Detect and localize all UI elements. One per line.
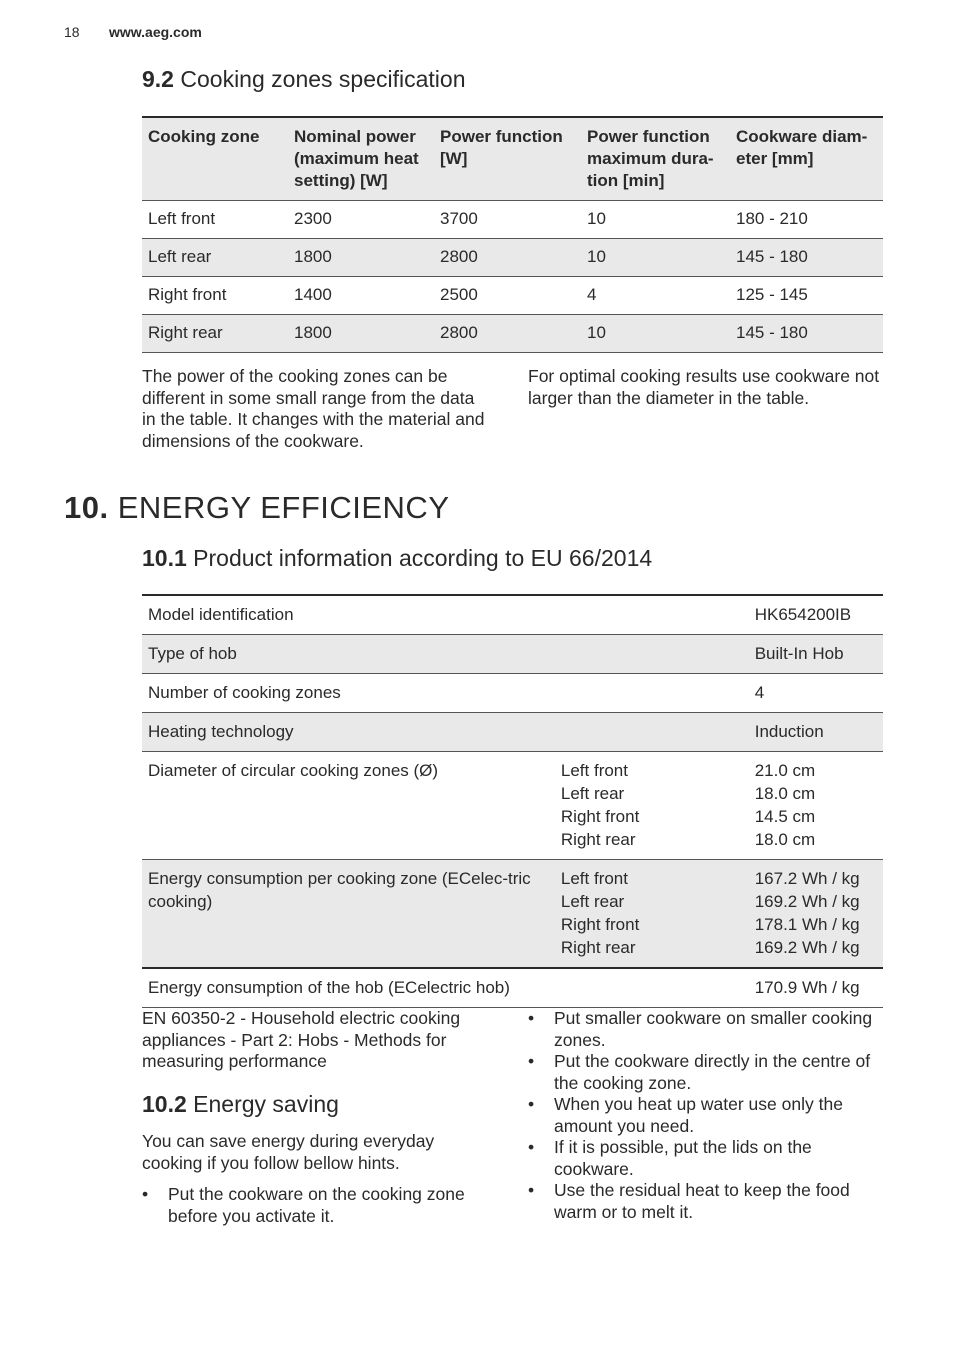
table-cell: 4 xyxy=(581,277,730,315)
section-title: Cooking zones specification xyxy=(180,66,466,92)
list-item xyxy=(528,1008,884,1051)
page-number: 18 xyxy=(64,24,80,40)
list-item xyxy=(142,1184,482,1227)
zone-value: 169.2 Wh / kg xyxy=(754,938,860,957)
table-header-row xyxy=(142,117,883,201)
table-cell: 2500 xyxy=(434,277,581,315)
row-label: Energy consumption per cooking zone (ECelec-tric cooking) xyxy=(142,860,555,969)
table-row xyxy=(142,595,883,635)
row-label: Number of cooking zones xyxy=(142,674,749,713)
row-value: 170.9 Wh / kg xyxy=(749,968,883,1008)
energy-saving-intro: You can save energy during everyday cooking if you follow bellow hints. xyxy=(142,1131,435,1173)
section-number: 10.1 xyxy=(142,545,187,571)
bullet-icon: • xyxy=(528,1094,535,1114)
table-row xyxy=(142,674,883,713)
section-number: 10.2 xyxy=(142,1091,187,1117)
zone-values xyxy=(749,860,883,969)
section-number: 9.2 xyxy=(142,66,174,92)
table-cell: 1800 xyxy=(288,239,434,277)
section-title: Energy saving xyxy=(193,1091,339,1117)
table-cell: 10 xyxy=(581,315,730,353)
section-9-2-heading xyxy=(142,66,465,93)
row-label: Model identification xyxy=(142,595,749,635)
table-row xyxy=(142,713,883,752)
column-header: Nominal power (maximum heat setting) [W] xyxy=(288,117,434,201)
table-cell: 1800 xyxy=(288,315,434,353)
hints-list-right xyxy=(528,1008,884,1223)
row-value: 4 xyxy=(749,674,883,713)
list-item xyxy=(528,1094,884,1137)
list-item-text: When you heat up water use only the amount you need. xyxy=(554,1094,843,1136)
list-item-text: If it is possible, put the lids on the cookware. xyxy=(554,1137,812,1179)
row-value: Induction xyxy=(749,713,883,752)
bullet-icon: • xyxy=(528,1137,535,1157)
table-row xyxy=(142,315,883,353)
table-cell: 1400 xyxy=(288,277,434,315)
table-cell: 3700 xyxy=(434,201,581,239)
table-row xyxy=(142,239,883,277)
row-value: HK654200IB xyxy=(749,595,883,635)
column-header: Power function maximum dura-tion [min] xyxy=(581,117,730,201)
zone-value: 21.0 cm xyxy=(754,761,816,780)
table-cell: 125 - 145 xyxy=(730,277,883,315)
zone-name: Left rear xyxy=(560,892,625,911)
table-cell: Right front xyxy=(142,277,288,315)
zone-value: 18.0 cm xyxy=(754,830,816,849)
zone-list xyxy=(555,860,749,969)
table-cell: 2800 xyxy=(434,239,581,277)
table-cell: Right rear xyxy=(142,315,288,353)
zone-name: Left front xyxy=(560,869,628,888)
table-cell: Left rear xyxy=(142,239,288,277)
en-standard-note: EN 60350-2 - Household electric cooking appliances - Part 2: Hobs - Methods for measuring performance xyxy=(142,1008,461,1071)
section-title: Product information according to EU 66/2014 xyxy=(193,545,653,571)
zone-value: 167.2 Wh / kg xyxy=(754,869,860,888)
list-item xyxy=(528,1137,884,1180)
column-header: Cooking zone xyxy=(142,117,288,201)
list-item-text: Put the cookware on the cooking zone before you activate it. xyxy=(168,1184,465,1226)
zone-name: Right rear xyxy=(560,830,636,849)
cookware-size-note: For optimal cooking results use cookware not larger than the diameter in the table. xyxy=(528,366,880,408)
zone-name: Left front xyxy=(560,761,628,780)
chapter-10-heading xyxy=(64,490,450,526)
zone-value: 178.1 Wh / kg xyxy=(754,915,860,934)
row-label: Energy consumption of the hob (ECelectric hob) xyxy=(142,968,749,1008)
list-item xyxy=(528,1180,884,1223)
table-cell: 2800 xyxy=(434,315,581,353)
table-cell: 10 xyxy=(581,239,730,277)
list-item xyxy=(528,1051,884,1094)
table-row xyxy=(142,635,883,674)
table-cell: 145 - 180 xyxy=(730,315,883,353)
website-url[interactable]: www.aeg.com xyxy=(109,24,202,40)
table-cell: 180 - 210 xyxy=(730,201,883,239)
table-row xyxy=(142,968,883,1008)
cooking-zones-table xyxy=(142,116,883,353)
zone-name: Right rear xyxy=(560,938,636,957)
list-item-text: Use the residual heat to keep the food warm or to melt it. xyxy=(554,1180,850,1222)
bullet-icon: • xyxy=(142,1184,149,1204)
zone-value: 18.0 cm xyxy=(754,784,816,803)
zone-name: Right front xyxy=(560,915,640,934)
table-row xyxy=(142,277,883,315)
bullet-icon: • xyxy=(528,1051,535,1071)
list-item-text: Put the cookware directly in the centre of the cooking zone. xyxy=(554,1051,871,1093)
row-label: Diameter of circular cooking zones (Ø) xyxy=(142,752,555,860)
chapter-number: 10. xyxy=(64,490,109,525)
row-label: Type of hob xyxy=(142,635,749,674)
table-row xyxy=(142,201,883,239)
section-10-1-heading xyxy=(142,545,652,572)
table-cell: Left front xyxy=(142,201,288,239)
power-variance-note: The power of the cooking zones can be different in some small range from the data in the table. It changes with the material and dimensions of the cookware. xyxy=(142,366,485,451)
bullet-icon: • xyxy=(528,1180,535,1200)
table-cell: 10 xyxy=(581,201,730,239)
table-row xyxy=(142,752,883,860)
chapter-title: ENERGY EFFICIENCY xyxy=(117,490,450,525)
hints-list-left xyxy=(142,1184,482,1227)
column-header: Cookware diam-eter [mm] xyxy=(730,117,883,201)
table-row xyxy=(142,860,883,969)
zone-values xyxy=(749,752,883,860)
list-item-text: Put smaller cookware on smaller cooking zones. xyxy=(554,1008,873,1050)
row-value: Built-In Hob xyxy=(749,635,883,674)
bullet-icon: • xyxy=(528,1008,535,1028)
table-cell: 2300 xyxy=(288,201,434,239)
zone-value: 169.2 Wh / kg xyxy=(754,892,860,911)
column-header: Power function [W] xyxy=(434,117,581,201)
product-information-table xyxy=(142,594,883,1008)
table-cell: 145 - 180 xyxy=(730,239,883,277)
zone-name: Left rear xyxy=(560,784,625,803)
section-10-2-heading xyxy=(142,1091,339,1118)
zone-name: Right front xyxy=(560,807,640,826)
row-label: Heating technology xyxy=(142,713,749,752)
zone-value: 14.5 cm xyxy=(754,807,816,826)
zone-list xyxy=(555,752,749,860)
